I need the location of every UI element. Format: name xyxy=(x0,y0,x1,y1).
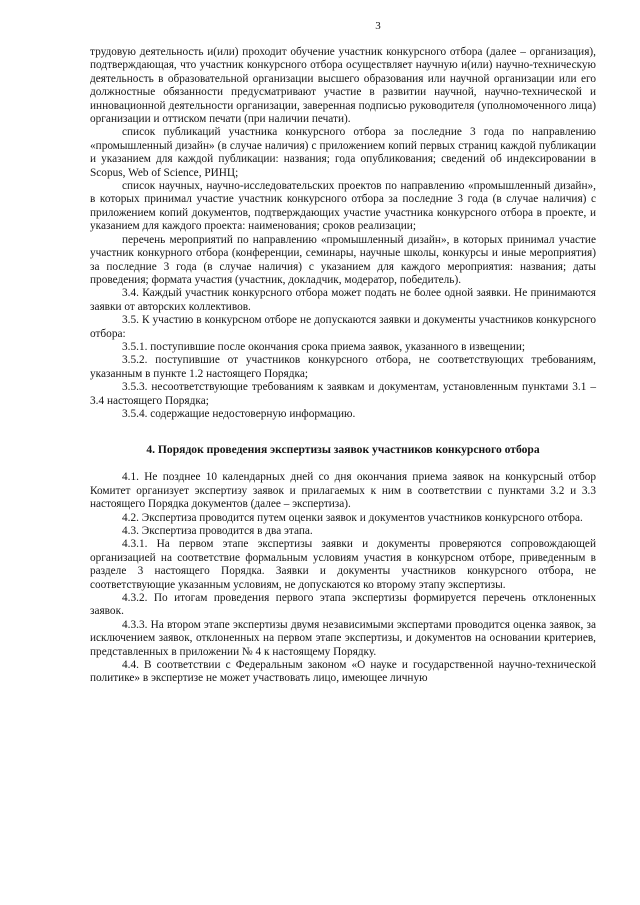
paragraph-3-4: 3.4. Каждый участник конкурсного отбора может подать не более одной заявки. Не принимаются заявки от авторских коллективов. xyxy=(90,287,596,313)
paragraph-4-3-3: 4.3.3. На втором этапе экспертизы двумя независимыми экспертами проводится оценка заявок, за исключением заявок, отклоненных на первом этапе экспертизы, и документов на основании критериев, представленных в приложении № 4 к настоящему Порядку. xyxy=(90,618,596,658)
section-title: 4. Порядок проведения экспертизы заявок участников конкурсного отбора xyxy=(146,443,540,457)
paragraph-4-3-1: 4.3.1. На первом этапе экспертизы заявки и документы проверяются сопровождающей организацией на соответствие формальным условиям участия в конкурсном отборе, приведенным в разделе 3 настоящего Порядка. Заявки и документы участников конкурсного отбора, не соответствующие указанным условиям, не допускаются ко второму этапу экспертизы. xyxy=(90,538,596,591)
paragraph-4-2: 4.2. Экспертиза проводится путем оценки заявок и документов участников конкурсного отбора. xyxy=(122,511,583,524)
page-number: 3 xyxy=(375,20,381,32)
paragraph-4-1: 4.1. Не позднее 10 календарных дней со дня окончания приема заявок на конкурсный отбор Комитет организует экспертизу заявок и прилагаемых к ним в соответствии с пунктами 3.2 и 3.3 настоящего Порядка документов (далее – экспертиза). xyxy=(90,471,596,511)
paragraph-3-5-3: 3.5.3. несоответствующие требованиям к заявкам и документам, установленным пунктами 3.1 – 3.4 настоящего Порядка; xyxy=(90,381,596,407)
paragraph-events-list: перечень мероприятий по направлению «промышленный дизайн», в которых принимал участие участник конкурного отбора (конференции, семинары, научные школы, конкурсы и иные мероприятия) за последние 3 года (в случае наличия) с указанием для каждого мероприятия: названия; даты проведения; формата участия (участник, докладчик, модератор, победитель). xyxy=(90,233,596,286)
paragraph-3-5-4: 3.5.4. содержащие недостоверную информацию. xyxy=(122,407,356,420)
paragraph-organization-certificate: трудовую деятельность и(или) проходит обучение участник конкурсного отбора (далее – организация), подтверждающая, что участник конкурсного отбора осуществляет научную и(или) научно-техническую деятельность в образовательной организации высшего образования или научной организации или его должностные обязанности предусматривают участие в развитии научной, научно-технической и инновационной деятельности организации, заверенная подписью руководителя (уполномоченного лица) организации и оттиском печати (при наличии печати). xyxy=(90,46,596,126)
paragraph-publications-list: список публикаций участника конкурсного отбора за последние 3 года по направлению «промышленный дизайн» (в случае наличия) с приложением копий первых страниц каждой публикации и указанием для каждой публикации: названия; года опубликования; сведений об индексировании в Scopus, Web of Science, РИНЦ; xyxy=(90,126,596,179)
paragraph-3-5-1: 3.5.1. поступившие после окончания срока приема заявок, указанного в извещении; xyxy=(122,340,526,353)
paragraph-4-3: 4.3. Экспертиза проводится в два этапа. xyxy=(122,525,313,537)
paragraph-4-4: 4.4. В соответствии с Федеральным законом «О науке и государственной научно-технической политике» в экспертизе не может участвовать лицо, имеющее личную xyxy=(90,659,596,685)
paragraph-projects-list: список научных, научно-исследовательских проектов по направлению «промышленный дизайн», в которых принимал участие участник конкурсного отбора за последние 3 года (в случае наличия) с приложением копий документов, подтверждающих участие участника конкурсного отбора в проекте, и указанием для каждого проекта: наименования; сроков реализации; xyxy=(90,180,596,233)
paragraph-4-3-2: 4.3.2. По итогам проведения первого этапа экспертизы формируется перечень отклоненных заявок. xyxy=(90,592,596,618)
paragraph-3-5: 3.5. К участию в конкурсном отборе не допускаются заявки и документы участников конкурсного отбора: xyxy=(90,314,596,340)
paragraph-3-5-2: 3.5.2. поступившие от участников конкурсного отбора, не соответствующих требованиям, указанным в пункте 1.2 настоящего Порядка; xyxy=(90,354,596,380)
